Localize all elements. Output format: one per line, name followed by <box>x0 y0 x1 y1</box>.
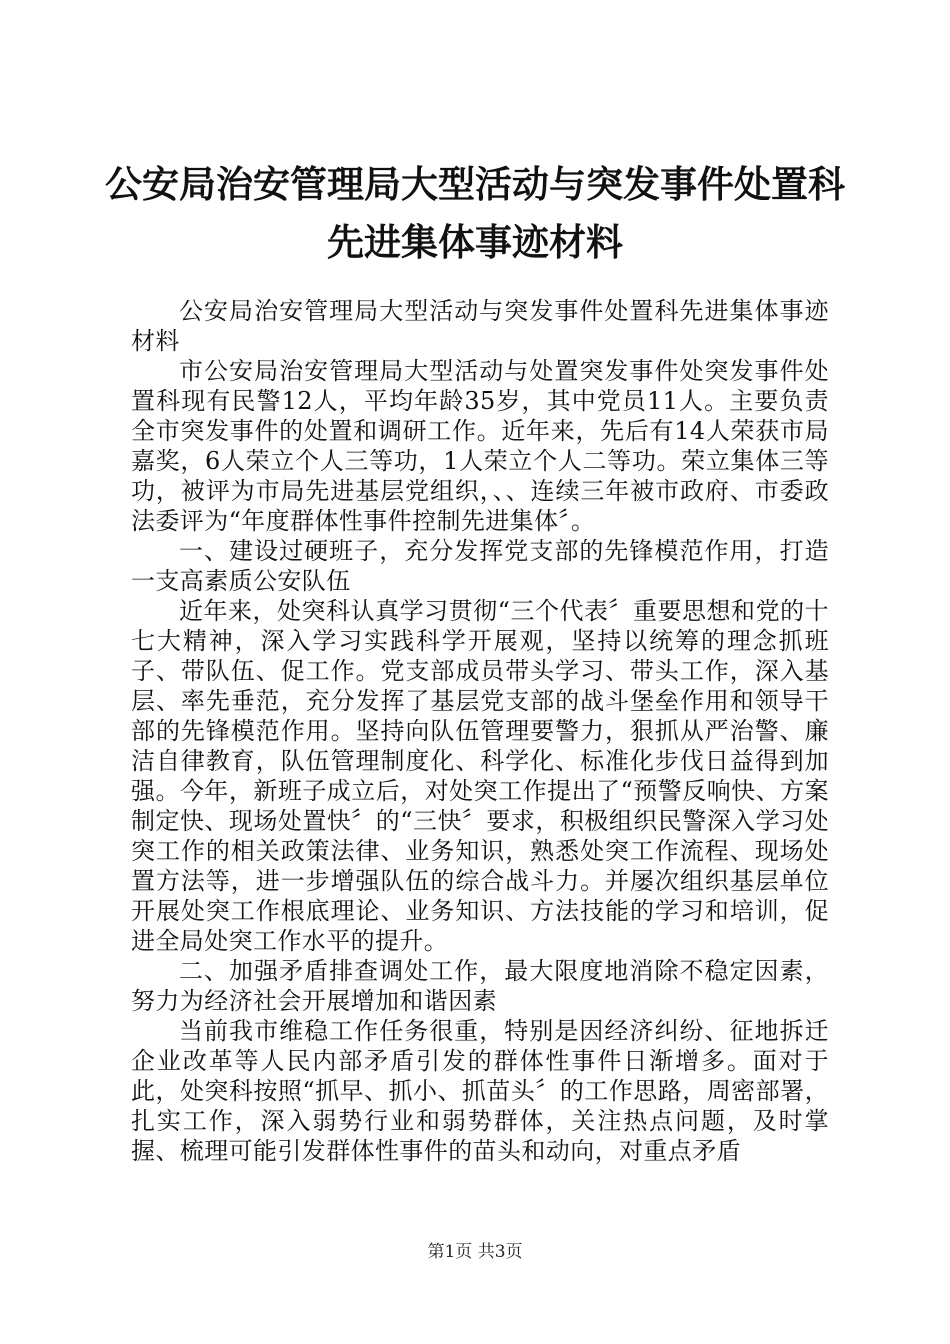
paragraph: 市公安局治安管理局大型活动与处置突发事件处突发事件处置科现有民警12人，平均年龄35岁，其中党员11人。主要负责全市突发事件的处置和调研工作。近年来，先后有14人荣获市局嘉奖，6人荣立个人三等功，1人荣立个人二等功。荣立集体三等功，被评为市局先进基层党组织，、、连续三年被市政府、市委政法委评为“年度群体性事件控制先进集体〞。 <box>131 357 829 535</box>
section-heading: 一、建设过硬班子，充分发挥党支部的先锋模范作用，打造一支高素质公安队伍 <box>131 537 829 595</box>
document-body <box>131 296 829 1166</box>
paragraph: 近年来，处突科认真学习贯彻“三个代表〞重要思想和党的十七大精神，深入学习实践科学开展观，坚持以统筹的理念抓班子、带队伍、促工作。党支部成员带头学习、带头工作，深入基层、率先垂范，充分发挥了基层党支部的战斗堡垒作用和领导干部的先锋模范作用。坚持向队伍管理要警力，狠抓从严治警、廉洁自律教育，队伍管理制度化、科学化、标准化步伐日益得到加强。今年，新班子成立后，对处突工作提出了“预警反响快、方案制定快、现场处置快〞的“三快〞要求，积极组织民警深入学习处突工作的相关政策法律、业务知识，熟悉处突工作流程、现场处置方法等，进一步增强队伍的综合战斗力。并屡次组织基层单位开展处突工作根底理论、业务知识、方法技能的学习和培训，促进全局处突工作水平的提升。 <box>131 597 829 955</box>
paragraph: 公安局治安管理局大型活动与突发事件处置科先进集体事迹材料 <box>131 297 829 355</box>
paragraph: 当前我市维稳工作任务很重，特别是因经济纠纷、征地拆迁企业改革等人民内部矛盾引发的群体性事件日渐增多。面对于此，处突科按照“抓早、抓小、抓苗头〞的工作思路，周密部署，扎实工作，深入弱势行业和弱势群体，关注热点问题，及时掌握、梳理可能引发群体性事件的苗头和动向，对重点矛盾 <box>131 1017 829 1165</box>
page-footer: 第1页 共3页 <box>427 1242 523 1262</box>
section-heading: 二、加强矛盾排查调处工作，最大限度地消除不稳定因素，努力为经济社会开展增加和谐因素 <box>131 957 829 1015</box>
document-title-line-2: 先进集体事迹材料 <box>327 221 623 264</box>
document-title-line-1: 公安局治安管理局大型活动与突发事件处置科 <box>105 163 845 206</box>
